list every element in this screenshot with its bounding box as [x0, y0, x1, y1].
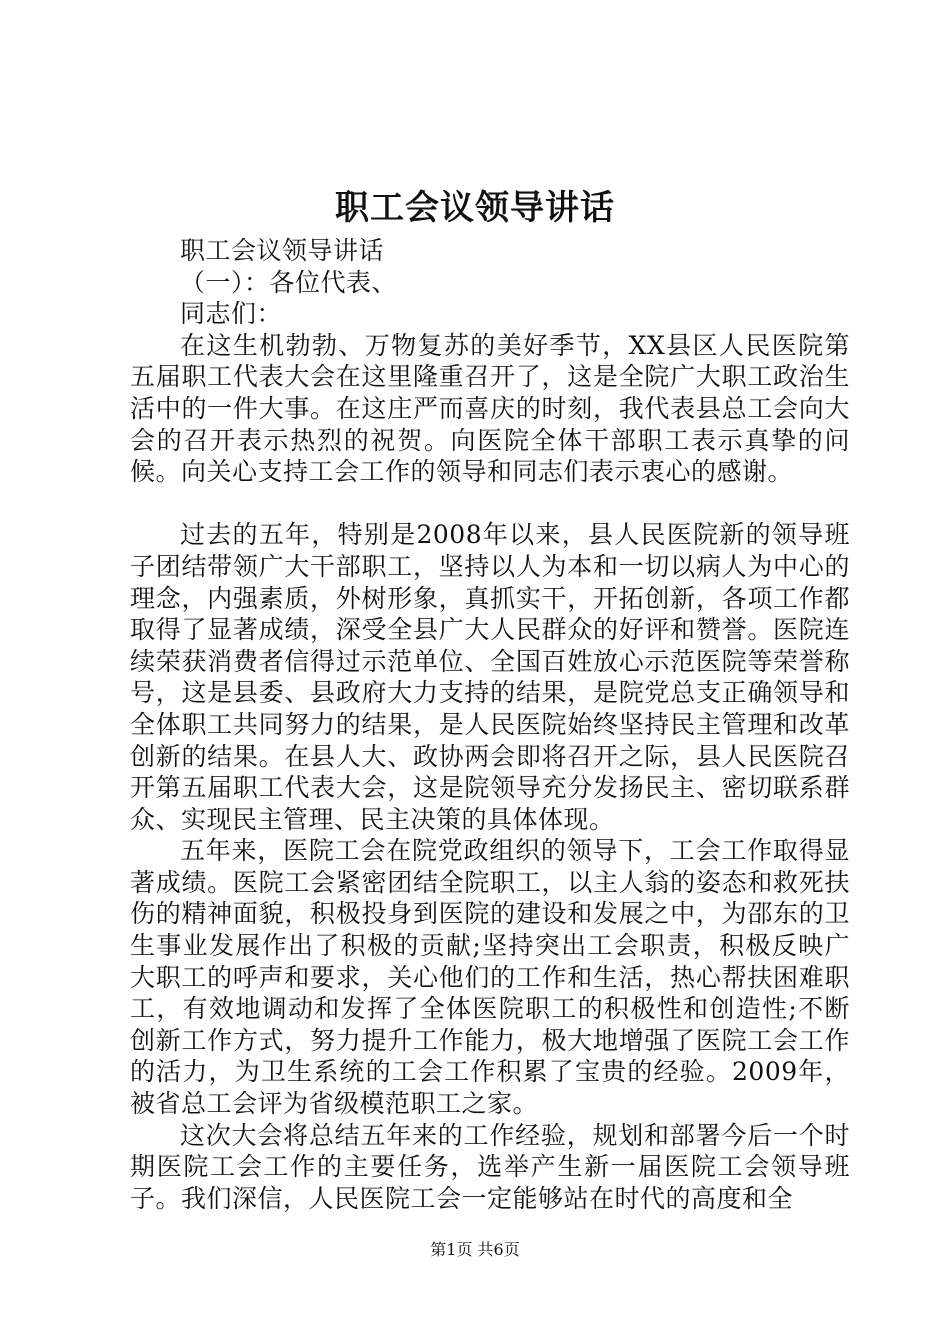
paragraph-meeting-tasks: 这次大会将总结五年来的工作经验，规划和部署今后一个时期医院工会工作的主要任务，选举产生新一届医院工会领导班子。我们深信，人民医院工会一定能够站在时代的高度和全: [130, 1120, 850, 1213]
document-body: [130, 235, 850, 1214]
page-number-footer: 第1页 共6页: [430, 1240, 520, 1259]
paragraph-union-achievements: 五年来，医院工会在院党政组织的领导下，工会工作取得显著成绩。医院工会紧密团结全院职工，以主人翁的姿态和救死扶伤的精神面貌，积极投身到医院的建设和发展之中，为邵东的卫生事业发展作出了积极的贡献;坚持突出工会职责，积极反映广大职工的呼声和要求，关心他们的工作和生活，热心帮扶困难职工，有效地调动和发挥了全体医院职工的积极性和创造性;不断创新工作方式，努力提升工作能力，极大地增强了医院工会工作的活力，为卫生系统的工会工作积累了宝贵的经验。2009年，被省总工会评为省级模范职工之家。: [130, 836, 850, 1119]
paragraph-subtitle: 职工会议领导讲话: [180, 236, 385, 265]
document-title: 职工会议领导讲话: [335, 188, 615, 228]
paragraph-salutation-part1: （一）：各位代表、: [180, 267, 398, 297]
paragraph-opening: 在这生机勃勃、万物复苏的美好季节，XX县区人民医院第五届职工代表大会在这里隆重召开了，这是全院广大职工政治生活中的一件大事。在这庄严而喜庆的时刻，我代表县总工会向大会的召开表示热烈的祝贺。向医院全体干部职工表示真挚的问候。向关心支持工会工作的领导和同志们表示衷心的感谢。: [130, 330, 850, 487]
paragraph-past-five-years: 过去的五年，特别是2008年以来，县人民医院新的领导班子团结带领广大干部职工，坚持以人为本和一切以病人为中心的理念，内强素质，外树形象，真抓实干，开拓创新，各项工作都取得了显著成绩，深受全县广大人民群众的好评和赞誉。医院连续荣获消费者信得过示范单位、全国百姓放心示范医院等荣誉称号，这是县委、县政府大力支持的结果，是院党总支正确领导和全体职工共同努力的结果，是人民医院始终坚持民主管理和改革创新的结果。在县人大、政协两会即将召开之际，县人民医院召开第五届职工代表大会，这是院领导充分发扬民主、密切联系群众、实现民主管理、民主决策的具体体现。: [130, 520, 850, 834]
paragraph-salutation-part2: 同志们：: [180, 299, 283, 329]
